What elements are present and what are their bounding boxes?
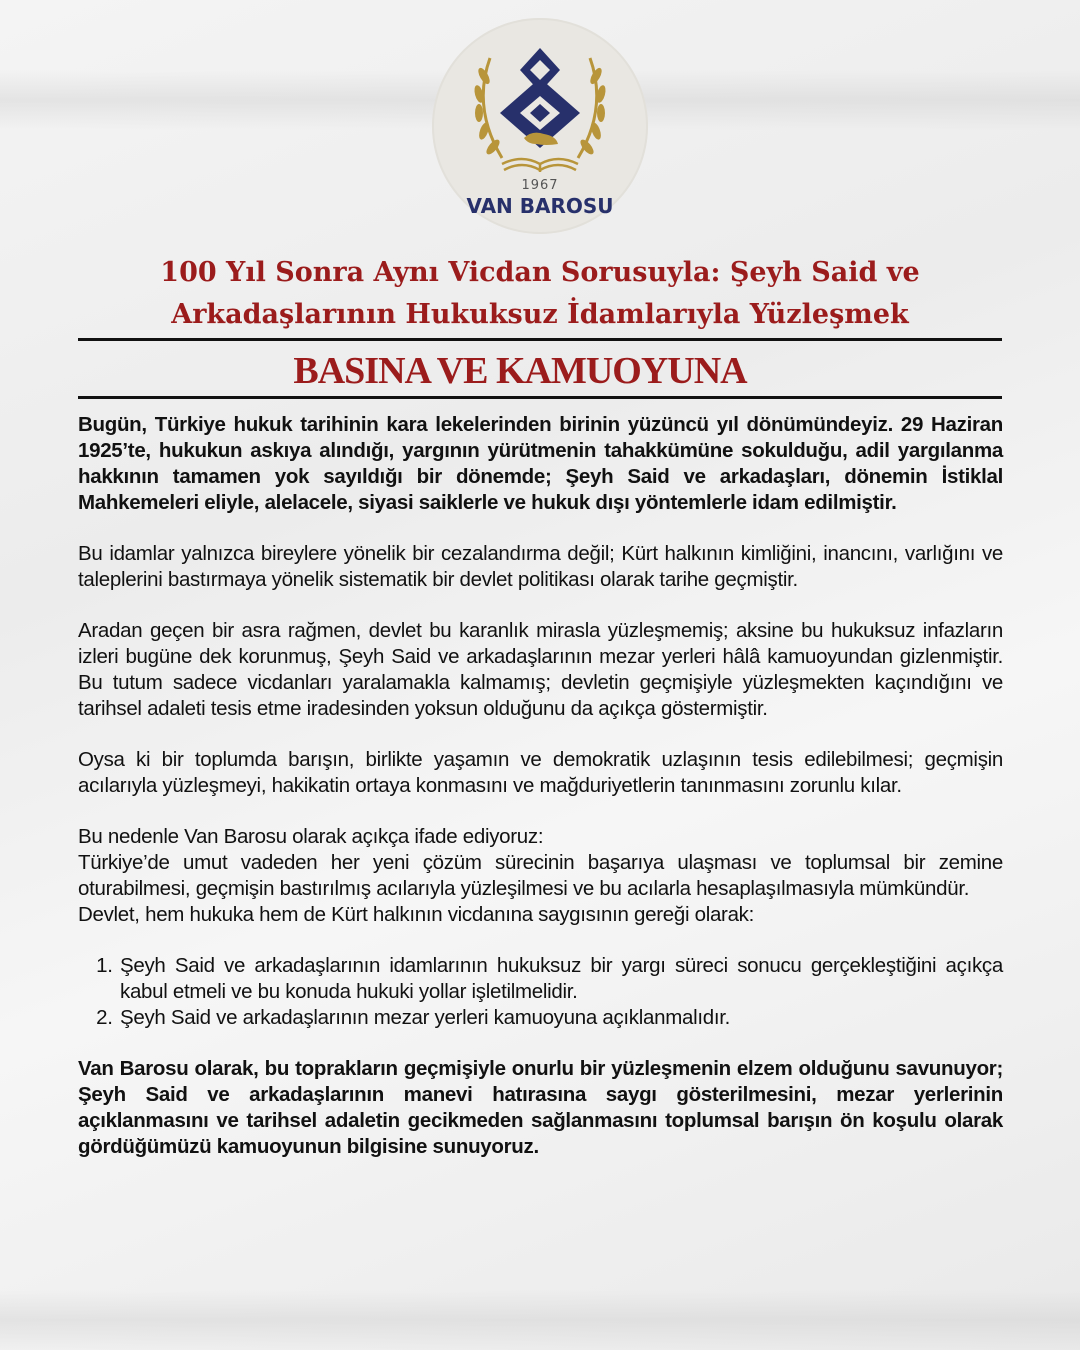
paragraph-closing: Van Barosu olarak, bu toprakların geçmişiyle onurlu bir yüzleşmenin elzem olduğunu savunuyor; Şeyh Said ve arkadaşlarının manevi hatırasına saygı gösterilmesini, mezar yerlerinin açıklanmasını ve tarihsel adaletin gecikmeden sağlanmasını toplumsal barışın ön koşulu olarak gördüğümüzü kamuoyunun bilgisine sunuyoruz. [78,1057,1003,1158]
paragraph-2: Bu idamlar yalnızca bireylere yönelik bir cezalandırma değil; Kürt halkının kimliğini, inancını, varlığını ve taleplerini bastırmaya yönelik sistematik bir devlet politikası olarak tarihe geçmiştir. [78,542,1003,591]
demands-list [78,953,1003,1031]
van-barosu-logo [432,18,648,234]
section-heading: BASINA VE KAMUOYUNA [293,350,747,392]
paragraph-5b: Türkiye’de umut vadeden her yeni çözüm sürecinin başarıya ulaşması ve toplumsal bir zemine oturabilmesi, geçmişin bastırılmış acılarıyla yüzleşilmesi ve bu acılarla hesaplaşılmasıyla mümkündür. [78,851,1003,900]
list-item: 2. Şeyh Said ve arkadaşlarının mezar yerleri kamuoyuna açıklanmalıdır. [118,1005,1003,1031]
page-title: 100 Yıl Sonra Aynı Vicdan Sorusuyla: Şeyh Said ve Arkadaşlarının Hukuksuz İdamlarıyla Yüzleşmek [160,257,920,330]
logo-year: 1967 [521,178,559,193]
background-sheen [0,1290,1080,1350]
divider-bottom [78,396,1002,399]
divider-top [78,338,1002,341]
paragraph-intro: Bugün, Türkiye hukuk tarihinin kara lekelerinden birinin yüzüncü yıl dönümündeyiz. 29 Haziran 1925’te, hukukun askıya alındığı, yargının yürütmenin tahakkümüne sokulduğu, adil yargılanma hakkının tamamen yok sayıldığı bir dönemde; Şeyh Said ve arkadaşları, dönemin İstiklal Mahkemeleri eliyle, alelacele, siyasi saiklerle ve hukuk dışı yöntemlerle idam edilmiştir. [78,413,1003,514]
paragraph-5c: Devlet, hem hukuka hem de Kürt halkının vicdanına saygısının gereği olarak: [78,903,755,926]
statement-body [78,412,1003,1185]
logo-name: VAN BAROSU [466,194,614,218]
paragraph-5a: Bu nedenle Van Barosu olarak açıkça ifade ediyoruz: [78,825,544,848]
list-item: 1. Şeyh Said ve arkadaşlarının idamlarının hukuksuz bir yargı süreci sonucu gerçekleştiğini açıkça kabul etmeli ve bu konuda hukuki yollar işletilmelidir. [118,953,1003,1005]
paragraph-3: Aradan geçen bir asra rağmen, devlet bu karanlık mirasla yüzleşmemiş; aksine bu hukuksuz infazların izleri bugüne dek korunmuş, Şeyh Said ve arkadaşlarının mezar yerleri hâlâ kamuoyundan gizlenmiştir. Bu tutum sadece vicdanları yaralamakla kalmamış; devletin geçmişiyle yüzleşmekten kaçındığını ve tarihsel adaleti tesis etme iradesinden yoksun olduğunu da açıkça göstermiştir. [78,619,1003,720]
paragraph-4: Oysa ki bir toplumda barışın, birlikte yaşamın ve demokratik uzlaşının tesis edilebilmesi; geçmişin acılarıyla yüzleşmeyi, hakikatin ortaya konmasını ve mağduriyetlerin tanınmasını zorunlu kılar. [78,748,1003,797]
